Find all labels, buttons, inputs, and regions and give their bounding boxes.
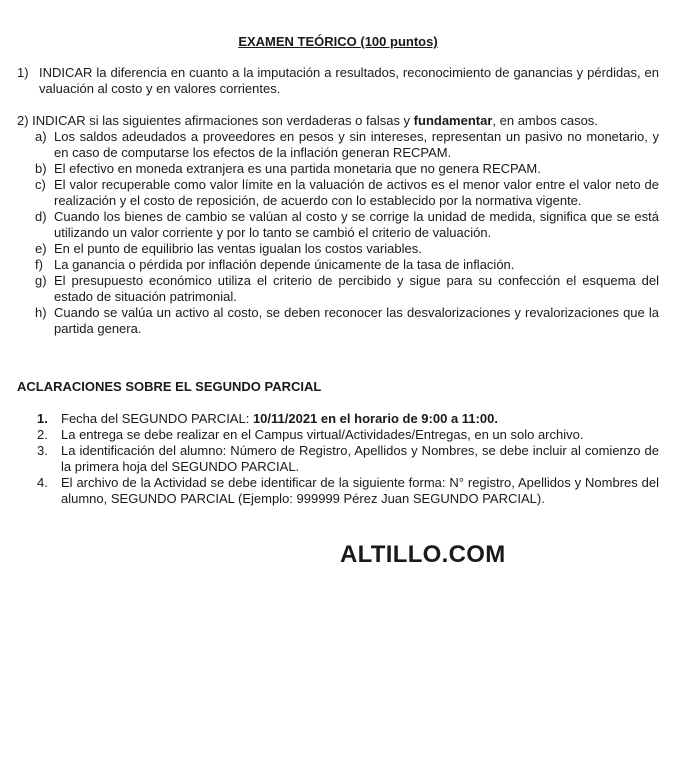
question-2-intro <box>17 113 659 129</box>
item-text: El archivo de la Actividad se debe identificar de la siguiente forma: N° registro, Apellidos y Nombres del alumno, SEGUNDO PARCIAL (Ejemplo: 999999 Pérez Juan SEGUNDO PARCIAL). <box>61 475 659 506</box>
list-item <box>35 257 659 273</box>
aclaraciones-title: ACLARACIONES SOBRE EL SEGUNDO PARCIAL <box>17 379 322 394</box>
item-letter: h) <box>35 305 47 320</box>
exam-title: EXAMEN TEÓRICO (100 puntos) <box>238 34 438 49</box>
item-letter: g) <box>35 273 47 288</box>
item-text: El efectivo en moneda extranjera es una partida monetaria que no genera RECPAM. <box>54 161 541 176</box>
item-text <box>61 411 659 427</box>
list-item <box>37 411 659 427</box>
question-2 <box>17 113 659 337</box>
item-number: 4. <box>37 475 48 490</box>
item-letter: f) <box>35 257 43 272</box>
item-text: Cuando se valúa un activo al costo, se deben reconocer las desvalorizaciones y revalorizaciones que la partida genera. <box>54 305 659 336</box>
item-text: En el punto de equilibrio las ventas igualan los costos variables. <box>54 241 422 256</box>
list-item <box>35 273 659 305</box>
item-text: El presupuesto económico utiliza el criterio de percibido y sigue para su confección el esquema del estado de situación patrimonial. <box>54 273 659 304</box>
item-letter: c) <box>35 177 46 192</box>
item-letter: d) <box>35 209 47 224</box>
question-1-number: 1) <box>17 65 29 80</box>
list-item <box>35 241 659 257</box>
item-letter: b) <box>35 161 47 176</box>
item-text: Los saldos adeudados a proveedores en pesos y sin intereses, representan un pasivo no monetario, y en caso de computarse los efectos de la inflación generan RECPAM. <box>54 129 659 160</box>
item-text-plain: Fecha del SEGUNDO PARCIAL: <box>61 411 253 426</box>
item-letter: a) <box>35 129 47 144</box>
question-2-intro-bold: fundamentar <box>413 113 493 128</box>
list-item <box>35 161 659 177</box>
item-text-bold: 10/11/2021 en el horario de 9:00 a 11:00. <box>252 411 498 426</box>
list-item <box>37 427 659 443</box>
list-item <box>35 129 659 161</box>
question-1-text: INDICAR la diferencia en cuanto a la imputación a resultados, reconocimiento de ganancias y pérdidas, en valuación al costo y en valores corrientes. <box>39 65 659 96</box>
item-text: Cuando los bienes de cambio se valúan al costo y se corrige la unidad de medida, significa que se está utilizando un valor corriente y por lo tanto se cambió el criterio de valuación. <box>54 209 659 240</box>
question-2-items <box>17 129 659 337</box>
list-item <box>37 443 659 475</box>
item-text: El valor recuperable como valor límite en la valuación de activos es el menor valor entre el valor neto de realización y el costo de reposición, de acuerdo con lo establecido por la normativa vigente. <box>54 177 659 208</box>
list-item <box>35 305 659 337</box>
item-number: 2. <box>37 427 48 442</box>
aclaraciones-list <box>17 411 659 507</box>
item-text: La identificación del alumno: Número de Registro, Apellidos y Nombres, se debe incluir al comienzo de la primera hoja del SEGUNDO PARCIAL. <box>61 443 659 474</box>
list-item <box>35 177 659 209</box>
question-2-intro-text: 2) INDICAR si las siguientes afirmaciones son verdaderas o falsas y <box>17 113 414 128</box>
item-number: 3. <box>37 443 48 458</box>
question-1 <box>17 65 659 97</box>
question-2-intro-end: , en ambos casos. <box>492 113 598 128</box>
item-text: La ganancia o pérdida por inflación depende únicamente de la tasa de inflación. <box>54 257 515 272</box>
watermark-text: ALTILLO.COM <box>340 541 506 568</box>
item-number: 1. <box>37 411 48 426</box>
item-letter: e) <box>35 241 47 256</box>
list-item <box>37 475 659 507</box>
list-item <box>35 209 659 241</box>
item-text: La entrega se debe realizar en el Campus virtual/Actividades/Entregas, en un solo archivo. <box>61 427 584 442</box>
